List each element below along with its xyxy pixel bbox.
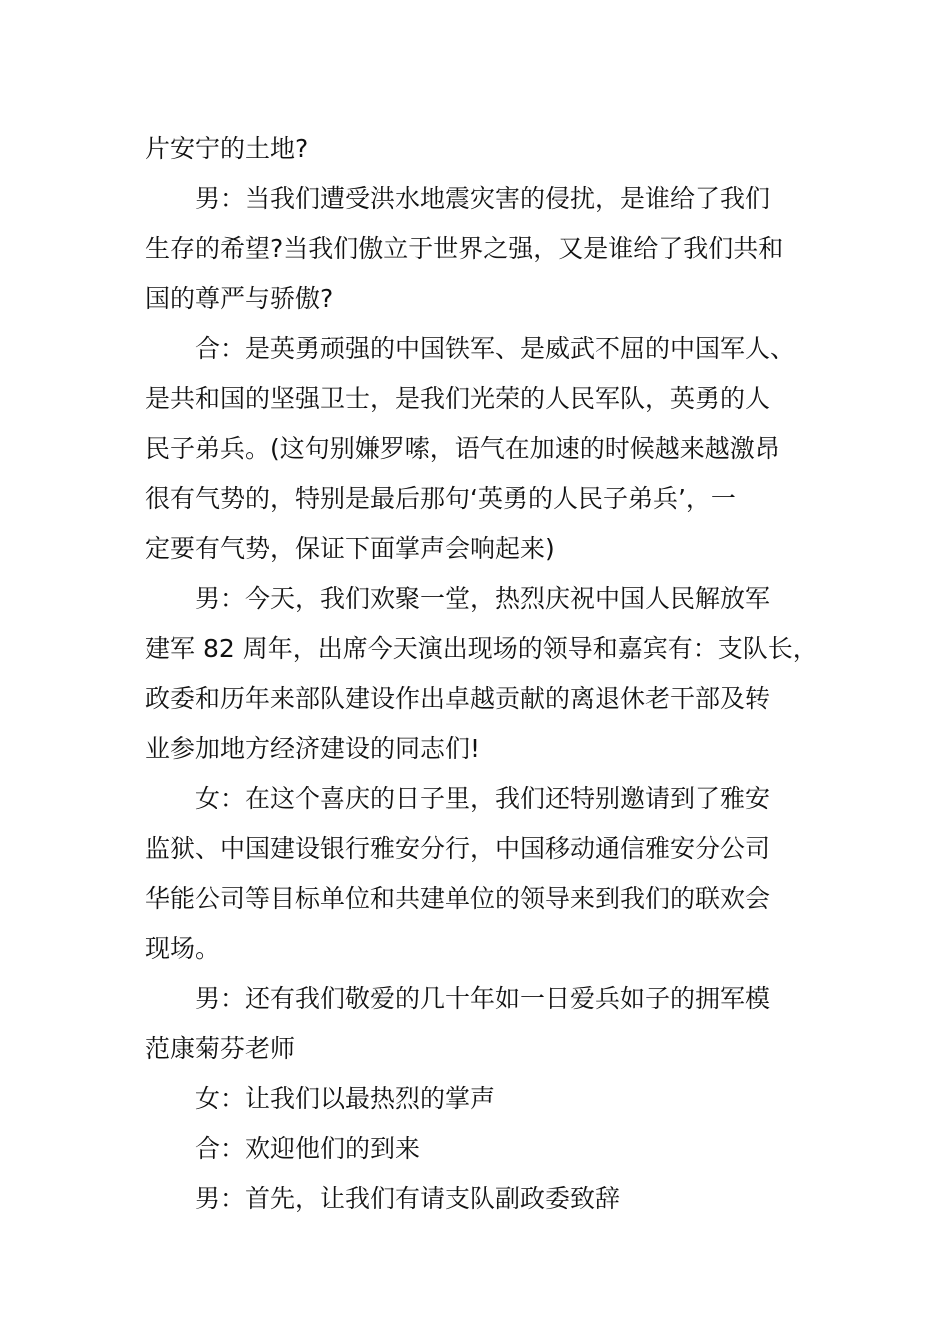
text-line: 合：欢迎他们的到来: [195, 1134, 421, 1163]
text-line: 很有气势的，特别是最后那句‘英勇的人民子弟兵’，一: [145, 484, 736, 513]
text-line: 政委和历年来部队建设作出卓越贡献的离退休老干部及转: [145, 684, 771, 713]
text-line: 范康菊芬老师: [145, 1034, 296, 1063]
text-line: 男：今天，我们欢聚一堂，热烈庆祝中国人民解放军: [195, 584, 771, 613]
text-line: 建军 82 周年，出席今天演出现场的领导和嘉宾有：支队长，: [145, 634, 818, 663]
text-line: 生存的希望?当我们傲立于世界之强，又是谁给了我们共和: [145, 234, 784, 263]
text-line: 男：首先，让我们有请支队副政委致辞: [195, 1184, 621, 1213]
text-line: 男：还有我们敬爱的几十年如一日爱兵如子的拥军模: [195, 984, 771, 1013]
document-body: [145, 124, 825, 1224]
text-line: 男：当我们遭受洪水地震灾害的侵扰，是谁给了我们: [195, 184, 771, 213]
text-line: 是共和国的坚强卫士，是我们光荣的人民军队，英勇的人: [145, 384, 771, 413]
text-line: 女：让我们以最热烈的掌声: [195, 1084, 496, 1113]
text-line: 监狱、中国建设银行雅安分行，中国移动通信雅安分公司: [145, 834, 771, 863]
text-line: 业参加地方经济建设的同志们!: [145, 734, 481, 763]
text-line: 国的尊严与骄傲?: [145, 284, 334, 313]
text-line: 片安宁的土地?: [145, 134, 309, 163]
text-line: 华能公司等目标单位和共建单位的领导来到我们的联欢会: [145, 884, 771, 913]
text-line: 现场。: [145, 934, 221, 963]
text-line: 定要有气势，保证下面掌声会响起来): [145, 534, 555, 563]
text-line: 民子弟兵。(这句别嫌罗嗦，语气在加速的时候越来越激昂: [145, 434, 780, 463]
text-line: 女：在这个喜庆的日子里，我们还特别邀请到了雅安: [195, 784, 771, 813]
text-line: 合：是英勇顽强的中国铁军、是威武不屈的中国军人、: [195, 334, 796, 363]
